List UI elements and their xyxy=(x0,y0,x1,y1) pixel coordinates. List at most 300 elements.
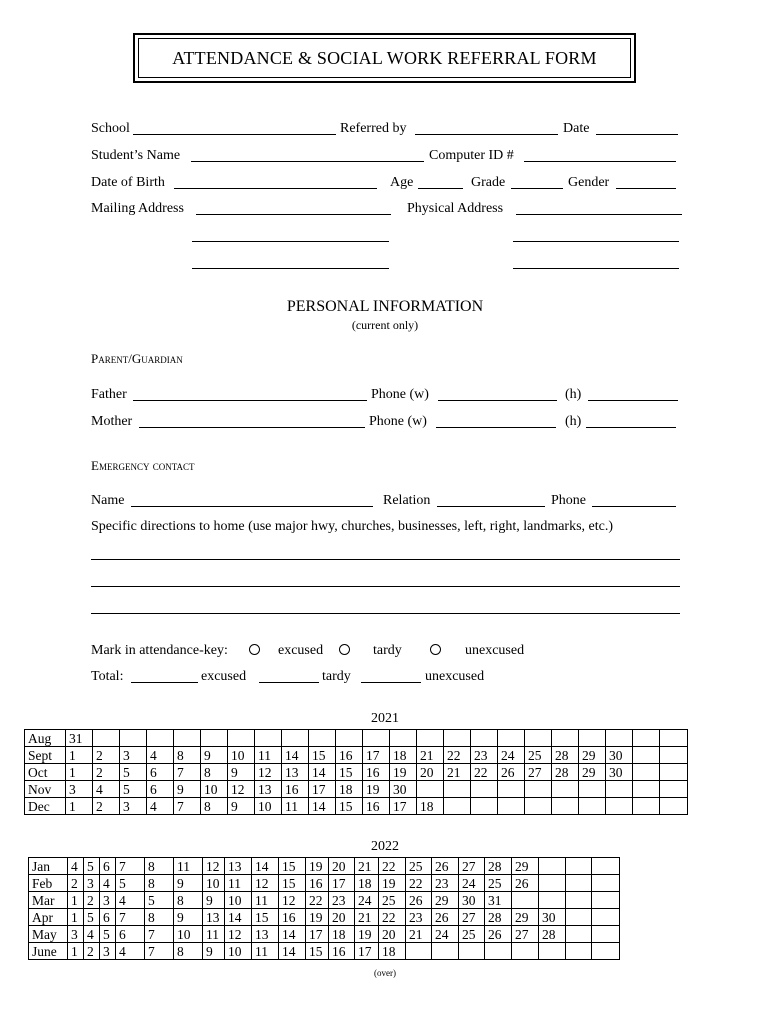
directions-line-3[interactable] xyxy=(91,613,680,614)
emergency-phone-field[interactable] xyxy=(592,506,676,507)
day-cell[interactable]: 10 xyxy=(255,798,282,815)
day-cell[interactable]: 6 xyxy=(100,858,116,875)
day-cell[interactable] xyxy=(552,798,579,815)
day-cell[interactable]: 17 xyxy=(363,747,390,764)
day-cell[interactable]: 22 xyxy=(379,858,406,875)
day-cell[interactable]: 17 xyxy=(390,798,417,815)
day-cell[interactable]: 2 xyxy=(93,747,120,764)
mother-label: Mother xyxy=(91,414,133,429)
day-cell[interactable]: 15 xyxy=(336,798,363,815)
day-cell[interactable]: 4 xyxy=(84,926,100,943)
day-cell[interactable] xyxy=(579,798,606,815)
day-cell[interactable]: 3 xyxy=(120,747,147,764)
day-cell[interactable]: 9 xyxy=(228,764,255,781)
day-cell[interactable] xyxy=(417,730,444,747)
day-cell[interactable]: 30 xyxy=(539,909,566,926)
day-cell[interactable] xyxy=(552,781,579,798)
day-cell[interactable] xyxy=(579,781,606,798)
day-cell[interactable] xyxy=(660,730,688,747)
dob-field[interactable] xyxy=(174,188,377,189)
day-cell[interactable]: 17 xyxy=(329,875,355,892)
day-cell[interactable] xyxy=(363,730,390,747)
day-cell[interactable]: 15 xyxy=(306,943,329,960)
emergency-name-field[interactable] xyxy=(131,506,373,507)
day-cell[interactable]: 16 xyxy=(363,764,390,781)
day-cell[interactable] xyxy=(525,730,552,747)
day-cell[interactable]: 30 xyxy=(606,747,633,764)
day-cell[interactable] xyxy=(633,764,660,781)
mother-field[interactable] xyxy=(139,427,365,428)
day-cell[interactable]: 19 xyxy=(355,926,379,943)
day-cell[interactable]: 6 xyxy=(100,909,116,926)
day-cell[interactable]: 18 xyxy=(336,781,363,798)
month-label: Oct xyxy=(25,764,66,781)
day-cell[interactable] xyxy=(174,730,201,747)
day-cell[interactable] xyxy=(255,730,282,747)
day-cell[interactable]: 22 xyxy=(471,764,498,781)
day-cell[interactable]: 22 xyxy=(379,909,406,926)
day-cell[interactable] xyxy=(552,730,579,747)
day-cell[interactable]: 9 xyxy=(174,909,203,926)
day-cell[interactable]: 30 xyxy=(459,892,485,909)
day-cell[interactable] xyxy=(633,730,660,747)
day-cell[interactable]: 10 xyxy=(228,747,255,764)
day-cell[interactable]: 18 xyxy=(390,747,417,764)
grade-field[interactable] xyxy=(511,188,563,189)
day-cell[interactable]: 26 xyxy=(485,926,512,943)
day-cell[interactable]: 31 xyxy=(485,892,512,909)
day-cell[interactable]: 9 xyxy=(174,781,201,798)
day-cell[interactable] xyxy=(566,875,592,892)
day-cell[interactable] xyxy=(566,943,592,960)
day-cell[interactable]: 27 xyxy=(459,909,485,926)
day-cell[interactable]: 20 xyxy=(329,909,355,926)
month-label: Aug xyxy=(25,730,66,747)
day-cell[interactable] xyxy=(660,781,688,798)
day-cell[interactable]: 14 xyxy=(309,798,336,815)
day-cell[interactable] xyxy=(336,730,363,747)
day-cell[interactable] xyxy=(660,747,688,764)
day-cell[interactable]: 14 xyxy=(282,747,309,764)
day-cell[interactable] xyxy=(471,781,498,798)
day-cell[interactable]: 1 xyxy=(68,943,84,960)
day-cell[interactable]: 16 xyxy=(279,909,306,926)
month-label: Jan xyxy=(29,858,68,875)
day-cell[interactable]: 19 xyxy=(363,781,390,798)
day-cell[interactable]: 26 xyxy=(406,892,432,909)
day-cell[interactable]: 2 xyxy=(93,764,120,781)
day-cell[interactable]: 22 xyxy=(444,747,471,764)
day-cell[interactable]: 1 xyxy=(66,798,93,815)
day-cell[interactable]: 23 xyxy=(432,875,459,892)
day-cell[interactable]: 14 xyxy=(252,858,279,875)
day-cell[interactable]: 20 xyxy=(417,764,444,781)
day-cell[interactable]: 15 xyxy=(336,764,363,781)
day-cell[interactable]: 13 xyxy=(225,858,252,875)
day-cell[interactable]: 1 xyxy=(66,747,93,764)
day-cell[interactable]: 22 xyxy=(406,875,432,892)
mother-phone-h-field[interactable] xyxy=(586,427,676,428)
day-cell[interactable]: 11 xyxy=(252,892,279,909)
day-cell[interactable]: 11 xyxy=(203,926,225,943)
day-cell[interactable]: 11 xyxy=(174,858,203,875)
day-cell[interactable]: 16 xyxy=(363,798,390,815)
day-cell[interactable]: 15 xyxy=(279,875,306,892)
day-cell[interactable]: 24 xyxy=(355,892,379,909)
title-box xyxy=(133,33,636,83)
day-cell[interactable] xyxy=(201,730,228,747)
directions-line-1[interactable] xyxy=(91,559,680,560)
mailing-address-line-1[interactable] xyxy=(196,214,391,215)
day-cell[interactable]: 6 xyxy=(116,926,145,943)
day-cell[interactable]: 2 xyxy=(93,798,120,815)
key-tardy-label: tardy xyxy=(373,643,402,658)
day-cell[interactable]: 30 xyxy=(390,781,417,798)
day-cell[interactable]: 8 xyxy=(174,943,203,960)
day-cell[interactable] xyxy=(444,781,471,798)
day-cell[interactable]: 4 xyxy=(116,892,145,909)
day-cell[interactable]: 15 xyxy=(309,747,336,764)
day-cell[interactable]: 3 xyxy=(120,798,147,815)
day-cell[interactable]: 10 xyxy=(203,875,225,892)
day-cell[interactable]: 9 xyxy=(203,943,225,960)
day-cell[interactable]: 3 xyxy=(100,892,116,909)
day-cell[interactable] xyxy=(592,926,620,943)
day-cell[interactable]: 21 xyxy=(355,909,379,926)
day-cell[interactable]: 10 xyxy=(174,926,203,943)
day-cell[interactable]: 25 xyxy=(525,747,552,764)
day-cell[interactable]: 9 xyxy=(174,875,203,892)
day-cell[interactable] xyxy=(147,730,174,747)
day-cell[interactable]: 21 xyxy=(417,747,444,764)
day-cell[interactable]: 9 xyxy=(228,798,255,815)
physical-address-line-1[interactable] xyxy=(516,214,682,215)
day-cell[interactable]: 29 xyxy=(432,892,459,909)
day-cell[interactable]: 17 xyxy=(309,781,336,798)
day-cell[interactable]: 5 xyxy=(84,858,100,875)
day-cell[interactable] xyxy=(459,943,485,960)
day-cell[interactable]: 12 xyxy=(203,858,225,875)
day-cell[interactable]: 1 xyxy=(66,764,93,781)
day-cell[interactable]: 5 xyxy=(100,926,116,943)
day-cell[interactable]: 14 xyxy=(225,909,252,926)
day-cell[interactable]: 12 xyxy=(279,892,306,909)
day-cell[interactable]: 12 xyxy=(255,764,282,781)
day-cell[interactable]: 29 xyxy=(579,747,606,764)
dob-label: Date of Birth xyxy=(91,175,165,190)
day-cell[interactable]: 7 xyxy=(145,926,174,943)
referred-by-field[interactable] xyxy=(415,134,558,135)
father-phone-w-label: Phone (w) xyxy=(371,387,429,402)
day-cell[interactable]: 13 xyxy=(282,764,309,781)
day-cell[interactable] xyxy=(606,730,633,747)
month-label: Dec xyxy=(25,798,66,815)
day-cell[interactable] xyxy=(444,730,471,747)
day-cell[interactable] xyxy=(566,926,592,943)
personal-info-subheading: (current only) xyxy=(351,318,419,332)
day-cell[interactable] xyxy=(566,892,592,909)
day-cell[interactable]: 15 xyxy=(279,858,306,875)
day-cell[interactable]: 2 xyxy=(68,875,84,892)
day-cell[interactable] xyxy=(309,730,336,747)
total-excused-field[interactable] xyxy=(131,682,198,683)
day-cell[interactable] xyxy=(539,875,566,892)
day-cell[interactable]: 16 xyxy=(306,875,329,892)
date-label: Date xyxy=(563,121,590,136)
day-cell[interactable]: 8 xyxy=(201,764,228,781)
father-phone-w-field[interactable] xyxy=(438,400,557,401)
day-cell[interactable]: 11 xyxy=(282,798,309,815)
calendar-row xyxy=(25,798,688,815)
day-cell[interactable] xyxy=(592,909,620,926)
day-cell[interactable]: 18 xyxy=(379,943,406,960)
day-cell[interactable]: 29 xyxy=(512,909,539,926)
day-cell[interactable]: 12 xyxy=(228,781,255,798)
day-cell[interactable]: 5 xyxy=(120,764,147,781)
day-cell[interactable]: 1 xyxy=(68,892,84,909)
day-cell[interactable]: 7 xyxy=(116,858,145,875)
day-cell[interactable] xyxy=(660,798,688,815)
day-cell[interactable]: 6 xyxy=(147,764,174,781)
calendar-row xyxy=(29,909,620,926)
day-cell[interactable]: 24 xyxy=(432,926,459,943)
day-cell[interactable] xyxy=(390,730,417,747)
directions-line-2[interactable] xyxy=(91,586,680,587)
day-cell[interactable] xyxy=(633,747,660,764)
day-cell[interactable] xyxy=(606,798,633,815)
day-cell[interactable]: 28 xyxy=(539,926,566,943)
day-cell[interactable]: 5 xyxy=(145,892,174,909)
day-cell[interactable] xyxy=(539,858,566,875)
day-cell[interactable]: 19 xyxy=(379,875,406,892)
day-cell[interactable] xyxy=(566,909,592,926)
day-cell[interactable]: 16 xyxy=(336,747,363,764)
day-cell[interactable]: 18 xyxy=(329,926,355,943)
day-cell[interactable] xyxy=(120,730,147,747)
day-cell[interactable]: 8 xyxy=(145,858,174,875)
day-cell[interactable] xyxy=(592,875,620,892)
day-cell[interactable] xyxy=(512,943,539,960)
day-cell[interactable] xyxy=(633,781,660,798)
day-cell[interactable]: 3 xyxy=(100,943,116,960)
student-name-field[interactable] xyxy=(191,161,424,162)
day-cell[interactable]: 10 xyxy=(225,943,252,960)
day-cell[interactable]: 7 xyxy=(116,909,145,926)
mailing-address-line-3[interactable] xyxy=(192,268,389,269)
day-cell[interactable]: 27 xyxy=(512,926,539,943)
day-cell[interactable]: 8 xyxy=(174,892,203,909)
day-cell[interactable]: 23 xyxy=(329,892,355,909)
day-cell[interactable]: 19 xyxy=(306,858,329,875)
day-cell[interactable] xyxy=(606,781,633,798)
school-field[interactable] xyxy=(133,134,336,135)
day-cell[interactable]: 15 xyxy=(252,909,279,926)
day-cell[interactable]: 17 xyxy=(355,943,379,960)
day-cell[interactable]: 12 xyxy=(252,875,279,892)
day-cell[interactable]: 11 xyxy=(252,943,279,960)
day-cell[interactable] xyxy=(432,943,459,960)
total-tardy-field[interactable] xyxy=(259,682,319,683)
day-cell[interactable] xyxy=(566,858,592,875)
day-cell[interactable]: 2 xyxy=(84,943,100,960)
day-cell[interactable]: 31 xyxy=(66,730,93,747)
day-cell[interactable] xyxy=(228,730,255,747)
day-cell[interactable] xyxy=(498,781,525,798)
day-cell[interactable] xyxy=(282,730,309,747)
day-cell[interactable] xyxy=(592,892,620,909)
day-cell[interactable]: 3 xyxy=(84,875,100,892)
day-cell[interactable] xyxy=(633,798,660,815)
day-cell[interactable]: 8 xyxy=(201,798,228,815)
emergency-phone-label: Phone xyxy=(551,493,586,508)
day-cell[interactable]: 14 xyxy=(279,926,306,943)
day-cell[interactable]: 3 xyxy=(66,781,93,798)
day-cell[interactable]: 10 xyxy=(201,781,228,798)
computer-id-field[interactable] xyxy=(524,161,676,162)
day-cell[interactable]: 25 xyxy=(406,858,432,875)
day-cell[interactable]: 21 xyxy=(406,926,432,943)
day-cell[interactable]: 25 xyxy=(485,875,512,892)
day-cell[interactable]: 24 xyxy=(498,747,525,764)
day-cell[interactable]: 12 xyxy=(225,926,252,943)
calendar-2021-table xyxy=(24,729,688,815)
day-cell[interactable]: 9 xyxy=(201,747,228,764)
gender-field[interactable] xyxy=(616,188,676,189)
day-cell[interactable]: 9 xyxy=(203,892,225,909)
day-cell[interactable]: 28 xyxy=(485,909,512,926)
day-cell[interactable]: 8 xyxy=(174,747,201,764)
day-cell[interactable]: 4 xyxy=(147,798,174,815)
day-cell[interactable]: 13 xyxy=(252,926,279,943)
day-cell[interactable]: 29 xyxy=(579,764,606,781)
day-cell[interactable]: 4 xyxy=(93,781,120,798)
day-cell[interactable]: 7 xyxy=(145,943,174,960)
day-cell[interactable]: 7 xyxy=(174,798,201,815)
day-cell[interactable]: 17 xyxy=(306,926,329,943)
mother-phone-w-field[interactable] xyxy=(436,427,556,428)
day-cell[interactable]: 5 xyxy=(84,909,100,926)
day-cell[interactable]: 10 xyxy=(225,892,252,909)
calendar-row xyxy=(25,764,688,781)
day-cell[interactable] xyxy=(660,764,688,781)
day-cell[interactable] xyxy=(485,943,512,960)
day-cell[interactable] xyxy=(512,892,539,909)
father-phone-h-field[interactable] xyxy=(588,400,678,401)
day-cell[interactable]: 26 xyxy=(498,764,525,781)
day-cell[interactable] xyxy=(539,943,566,960)
age-field[interactable] xyxy=(418,188,463,189)
day-cell[interactable]: 16 xyxy=(329,943,355,960)
day-cell[interactable]: 7 xyxy=(174,764,201,781)
day-cell[interactable]: 26 xyxy=(432,858,459,875)
day-cell[interactable]: 26 xyxy=(432,909,459,926)
relation-field[interactable] xyxy=(437,506,545,507)
day-cell[interactable]: 6 xyxy=(147,781,174,798)
day-cell[interactable]: 19 xyxy=(390,764,417,781)
day-cell[interactable]: 13 xyxy=(255,781,282,798)
day-cell[interactable] xyxy=(406,943,432,960)
day-cell[interactable]: 21 xyxy=(444,764,471,781)
physical-address-line-3[interactable] xyxy=(513,268,679,269)
day-cell[interactable]: 20 xyxy=(379,926,406,943)
day-cell[interactable]: 11 xyxy=(225,875,252,892)
day-cell[interactable]: 16 xyxy=(282,781,309,798)
school-label: School xyxy=(91,121,130,136)
day-cell[interactable] xyxy=(579,730,606,747)
physical-address-line-2[interactable] xyxy=(513,241,679,242)
day-cell[interactable]: 28 xyxy=(552,764,579,781)
calendar-row xyxy=(25,730,688,747)
day-cell[interactable]: 28 xyxy=(552,747,579,764)
day-cell[interactable] xyxy=(444,798,471,815)
day-cell[interactable] xyxy=(471,730,498,747)
day-cell[interactable]: 14 xyxy=(309,764,336,781)
day-cell[interactable]: 29 xyxy=(512,858,539,875)
day-cell[interactable]: 26 xyxy=(512,875,539,892)
day-cell[interactable]: 8 xyxy=(145,875,174,892)
day-cell[interactable]: 22 xyxy=(306,892,329,909)
emergency-contact-heading: Emergency contact xyxy=(91,458,195,473)
day-cell[interactable] xyxy=(592,943,620,960)
day-cell[interactable]: 1 xyxy=(68,909,84,926)
day-cell[interactable]: 27 xyxy=(459,858,485,875)
grade-label: Grade xyxy=(471,175,506,190)
day-cell[interactable]: 11 xyxy=(255,747,282,764)
month-label: Mar xyxy=(29,892,68,909)
calendar-2022-table xyxy=(28,857,620,960)
day-cell[interactable] xyxy=(525,798,552,815)
day-cell[interactable] xyxy=(525,781,552,798)
father-field[interactable] xyxy=(133,400,367,401)
day-cell[interactable]: 5 xyxy=(116,875,145,892)
day-cell[interactable]: 14 xyxy=(279,943,306,960)
day-cell[interactable] xyxy=(539,892,566,909)
day-cell[interactable]: 5 xyxy=(120,781,147,798)
date-field[interactable] xyxy=(596,134,678,135)
mailing-address-line-2[interactable] xyxy=(192,241,389,242)
day-cell[interactable]: 2 xyxy=(84,892,100,909)
day-cell[interactable] xyxy=(592,858,620,875)
day-cell[interactable]: 25 xyxy=(459,926,485,943)
day-cell[interactable]: 27 xyxy=(525,764,552,781)
day-cell[interactable]: 25 xyxy=(379,892,406,909)
day-cell[interactable] xyxy=(471,798,498,815)
day-cell[interactable]: 19 xyxy=(306,909,329,926)
day-cell[interactable]: 8 xyxy=(145,909,174,926)
day-cell[interactable]: 3 xyxy=(68,926,84,943)
day-cell[interactable]: 20 xyxy=(329,858,355,875)
day-cell[interactable]: 23 xyxy=(471,747,498,764)
day-cell[interactable] xyxy=(498,730,525,747)
day-cell[interactable] xyxy=(498,798,525,815)
day-cell[interactable]: 4 xyxy=(100,875,116,892)
day-cell[interactable]: 18 xyxy=(355,875,379,892)
day-cell[interactable]: 4 xyxy=(147,747,174,764)
day-cell[interactable] xyxy=(417,781,444,798)
day-cell[interactable]: 24 xyxy=(459,875,485,892)
gender-label: Gender xyxy=(568,175,610,190)
total-unexcused-field[interactable] xyxy=(361,682,421,683)
day-cell[interactable]: 13 xyxy=(203,909,225,926)
day-cell[interactable]: 4 xyxy=(116,943,145,960)
day-cell[interactable]: 30 xyxy=(606,764,633,781)
day-cell[interactable]: 18 xyxy=(417,798,444,815)
day-cell[interactable] xyxy=(93,730,120,747)
day-cell[interactable]: 23 xyxy=(406,909,432,926)
day-cell[interactable]: 21 xyxy=(355,858,379,875)
day-cell[interactable]: 4 xyxy=(68,858,84,875)
day-cell[interactable]: 28 xyxy=(485,858,512,875)
